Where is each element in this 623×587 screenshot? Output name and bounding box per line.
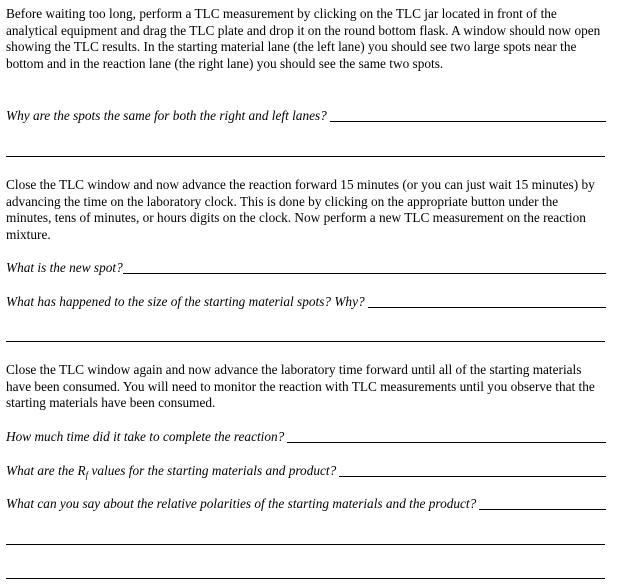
instruction-paragraph-advance-15-min: Close the TLC window and now advance the reaction forward 15 minutes (or you can just wait 15 minutes) by advancing the time on the laboratory clock. This is done by clicking on the appropriate button under the minutes, tens of minutes, or hours digits on the clock. Now perform a new TLC measurement on the reaction mixture. (6, 177, 595, 243)
question-rf-values (6, 462, 606, 479)
answer-line[interactable] (6, 341, 605, 342)
question-text: Why are the spots the same for both the right and left lanes? (6, 108, 327, 123)
answer-line[interactable] (6, 544, 605, 545)
instruction-paragraph-tlc-measurement: Before waiting too long, perform a TLC measurement by clicking on the TLC jar located in front of the analytical equipment and drag the TLC plate and drop it on the round bottom flask. A window should now open showing the TLC results. In the starting material lane (the left lane) you should see two large spots near the bottom and in the reaction lane (the right lane) you should see the same two spots. (6, 6, 601, 72)
question-spot-size (6, 293, 606, 310)
answer-line[interactable] (123, 273, 606, 274)
question-relative-polarities (6, 495, 606, 512)
answer-line[interactable] (287, 442, 606, 443)
answer-line[interactable] (339, 476, 606, 477)
question-text: How much time did it take to complete the reaction? (6, 429, 285, 444)
question-text: What is the new spot? (6, 260, 123, 275)
answer-line[interactable] (6, 156, 605, 157)
answer-line[interactable] (368, 307, 606, 308)
instruction-paragraph-advance-until-consumed: Close the TLC window again and now advance the laboratory time forward until all of the starting materials have been consumed. You will need to monitor the reaction with TLC measurements until you observe that the starting materials have been consumed. (6, 362, 595, 411)
answer-line[interactable] (479, 509, 606, 510)
question-new-spot (6, 259, 606, 276)
question-text: What has happened to the size of the starting material spots? Why? (6, 294, 365, 309)
question-spots-same (6, 107, 606, 124)
question-text: What can you say about the relative polarities of the starting materials and the product? (6, 496, 477, 511)
answer-line[interactable] (330, 121, 606, 122)
question-reaction-time (6, 428, 606, 445)
question-text: What are the $R_f$ values for the starting materials and product? (6, 463, 337, 480)
answer-line[interactable] (6, 578, 605, 579)
